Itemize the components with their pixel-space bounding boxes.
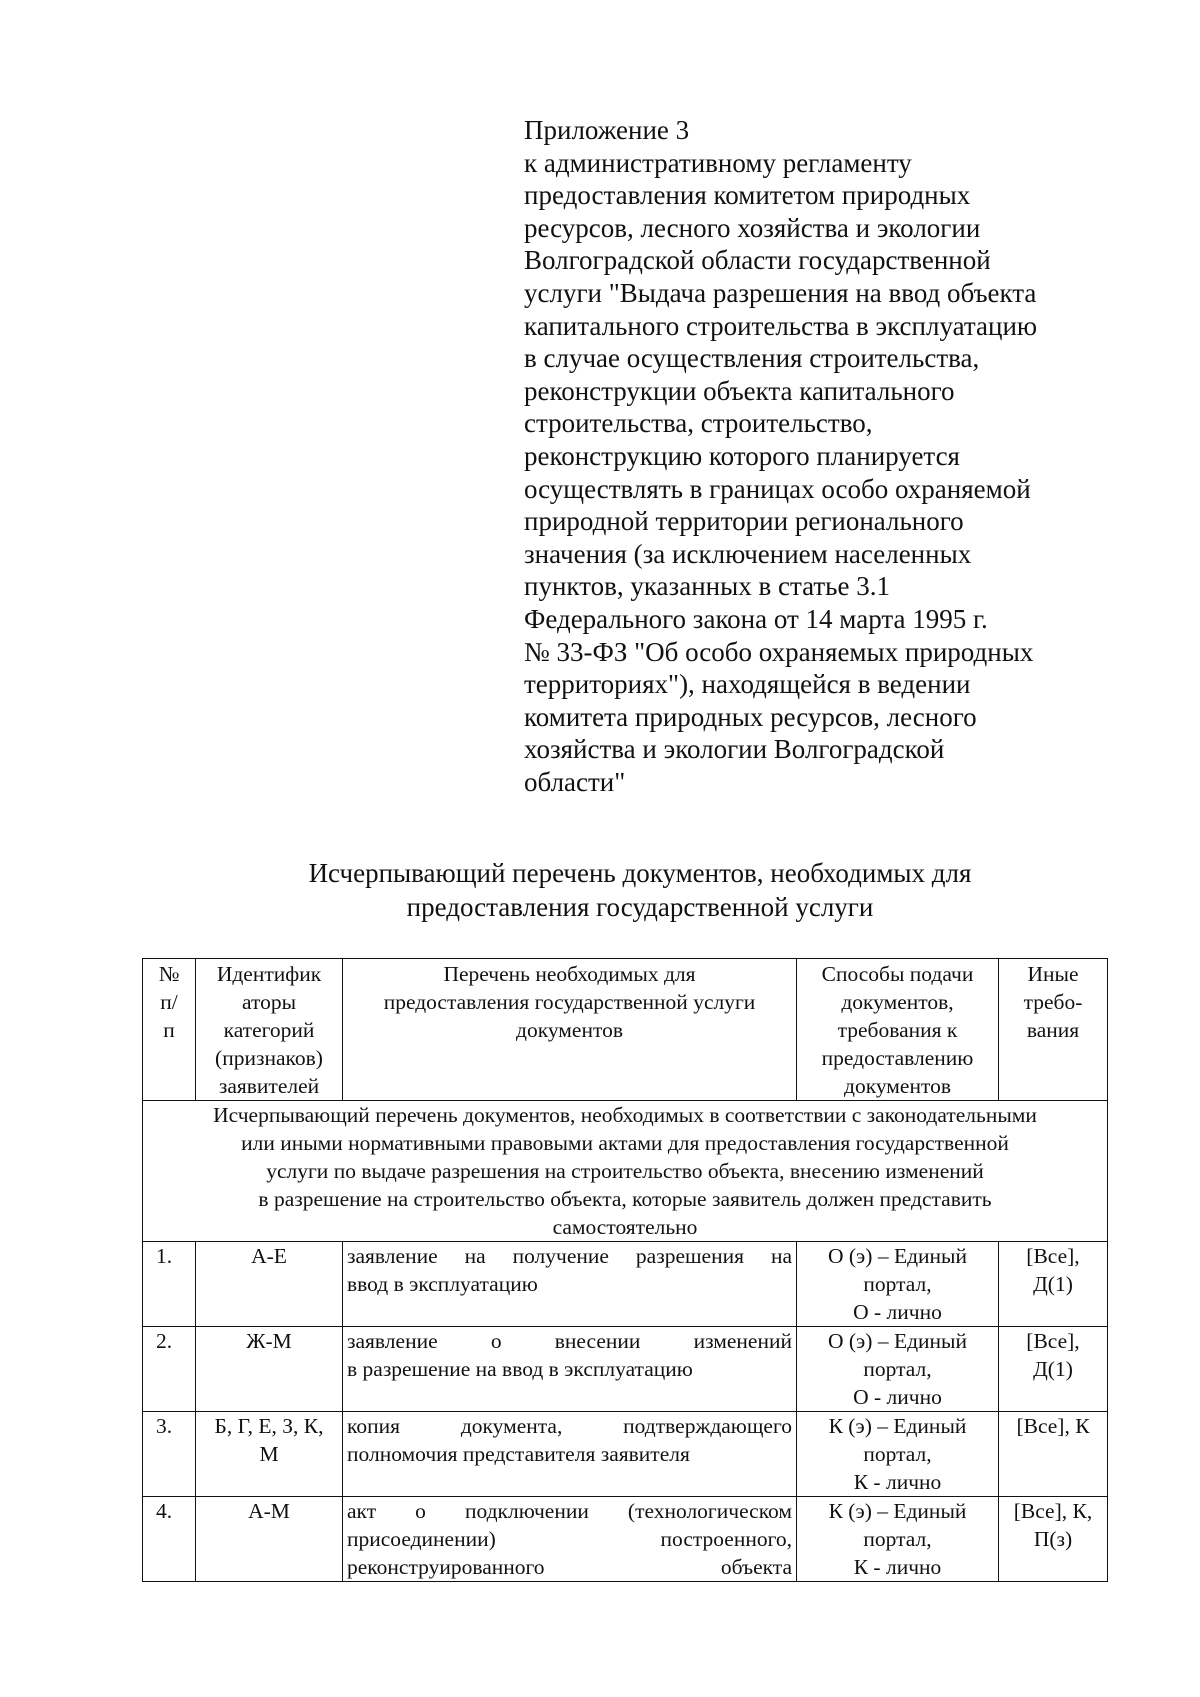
header-line: п [163,1018,175,1042]
appendix-line: предоставления комитетом природных [524,180,971,211]
cell-line: К - лично [853,1470,942,1494]
cell-line: полномочия представителя заявителя [347,1442,690,1466]
header-line: документов [516,1018,623,1042]
cell-line: акт о подключении (технологическом [347,1499,792,1523]
appendix-header [524,114,1124,798]
header-num [143,959,196,1101]
cell-line: копия документа, подтверждающего [347,1414,792,1438]
header-line: документов [844,1074,951,1098]
header-line: Идентифик [216,962,322,986]
cell-line: М [259,1442,279,1466]
appendix-line: реконструкцию которого планируется [524,440,960,471]
appendix-line: реконструкции объекта капитального [524,375,955,406]
cell-line: портал, [863,1357,932,1381]
row-num: 3. [143,1412,196,1497]
header-line: заявителей [218,1074,320,1098]
appendix-line: услуги "Выдача разрешения на ввод объекта [524,277,1037,308]
row-identifiers [196,1242,343,1327]
cell-line: О - лично [853,1385,942,1409]
header-methods [797,959,999,1101]
section-line: или иными нормативными правовыми актами для предоставления государственной [241,1131,1009,1155]
appendix-line: территориях"), находящейся в ведении [524,669,971,700]
header-identifiers [196,959,343,1101]
cell-line: портал, [863,1527,932,1551]
cell-line: К - лично [853,1555,942,1579]
cell-line: К (э) – Единый [828,1414,967,1438]
header-line: Перечень необходимых для [443,962,696,986]
appendix-line: осуществлять в границах особо охраняемой [524,473,1031,504]
row-method [797,1497,999,1582]
header-line: документов, [841,990,954,1014]
row-method [797,1242,999,1327]
row-document [343,1497,797,1582]
appendix-line: природной территории регионального [524,506,964,537]
row-num: 4. [143,1497,196,1582]
cell-line: [Все], [1026,1244,1080,1268]
row-document [343,1327,797,1412]
cell-line: заявление на получение разрешения на [347,1244,792,1268]
header-line: аторы [241,990,297,1014]
row-method [797,1327,999,1412]
header-line: требо- [1023,990,1083,1014]
title-line: предоставления государственной услуги [406,892,874,922]
header-line: (признаков) [215,1046,323,1070]
appendix-line: пунктов, указанных в статье 3.1 [524,571,890,602]
table-row [143,1497,1108,1582]
cell-line: в разрешение на ввод в эксплуатацию [347,1357,693,1381]
table-row [143,1412,1108,1497]
appendix-line: области" [524,766,626,797]
header-line: Способы подачи [821,962,974,986]
cell-line: О (э) – Единый [828,1329,967,1353]
appendix-line: Федерального закона от 14 марта 1995 г. [524,603,988,634]
header-line: вания [1026,1018,1080,1042]
row-other [999,1242,1108,1327]
row-other [999,1497,1108,1582]
appendix-line: значения (за исключением населенных [524,538,972,569]
appendix-line: хозяйства и экологии Волгоградской [524,734,945,765]
cell-line: О (э) – Единый [828,1244,967,1268]
cell-line: А-Е [251,1244,287,1268]
appendix-line: в случае осуществления строительства, [524,343,980,374]
header-line: категорий [223,1018,315,1042]
header-other [999,959,1108,1101]
section-line: в разрешение на строительство объекта, которые заявитель должен представить [258,1187,992,1211]
cell-line: Д(1) [1033,1272,1073,1296]
section-line: Исчерпывающий перечень документов, необходимых в соответствии с законодательными [213,1103,1037,1127]
cell-line: присоединении) построенного, [347,1527,792,1551]
section-line: услуги по выдаче разрешения на строительство объекта, внесению изменений [266,1159,984,1183]
appendix-line: комитета природных ресурсов, лесного [524,701,977,732]
header-documents [343,959,797,1101]
header-line: п/ [160,990,178,1014]
section-row [143,1101,1108,1242]
cell-line: портал, [863,1442,932,1466]
header-line: предоставления государственной услуги [383,990,756,1014]
document-title [140,856,1140,924]
header-line: № [158,962,180,986]
title-line: Исчерпывающий перечень документов, необходимых для [308,858,972,888]
cell-line: Ж-М [246,1329,292,1353]
cell-line: реконструированного объекта [347,1555,792,1579]
appendix-line: к административному регламенту [524,147,912,178]
table-row [143,1242,1108,1327]
row-document [343,1412,797,1497]
section-line: самостоятельно [552,1215,698,1239]
appendix-line: Волгоградской области государственной [524,245,991,276]
row-other [999,1412,1108,1497]
cell-line: О - лично [853,1300,942,1324]
cell-line: ввод в эксплуатацию [347,1272,538,1296]
appendix-line: строительства, строительство, [524,408,873,439]
cell-line: Д(1) [1033,1357,1073,1381]
documents-table [142,958,1108,1582]
table-header-row [143,959,1108,1101]
cell-line: портал, [863,1272,932,1296]
row-identifiers [196,1412,343,1497]
cell-line: [Все], К, [1013,1499,1093,1523]
row-document [343,1242,797,1327]
cell-line: заявление о внесении изменений [347,1329,792,1353]
row-num: 1. [143,1242,196,1327]
appendix-line: № 33-ФЗ "Об особо охраняемых природных [524,636,1034,667]
table-row [143,1327,1108,1412]
header-line: предоставлению [821,1046,974,1070]
cell-line: [Все], [1026,1329,1080,1353]
appendix-line: капитального строительства в эксплуатацию [524,310,1038,341]
header-line: Иные [1027,962,1079,986]
cell-line: [Все], К [1016,1414,1090,1438]
row-other [999,1327,1108,1412]
cell-line: П(з) [1033,1527,1073,1551]
row-identifiers [196,1327,343,1412]
section-heading [143,1101,1108,1242]
cell-line: К (э) – Единый [828,1499,967,1523]
cell-line: А-М [248,1499,290,1523]
appendix-line: ресурсов, лесного хозяйства и экологии [524,212,981,243]
cell-line: Б, Г, Е, З, К, [214,1414,324,1438]
appendix-line: Приложение 3 [524,115,690,145]
header-line: требования к [837,1018,958,1042]
row-method [797,1412,999,1497]
row-identifiers [196,1497,343,1582]
row-num: 2. [143,1327,196,1412]
